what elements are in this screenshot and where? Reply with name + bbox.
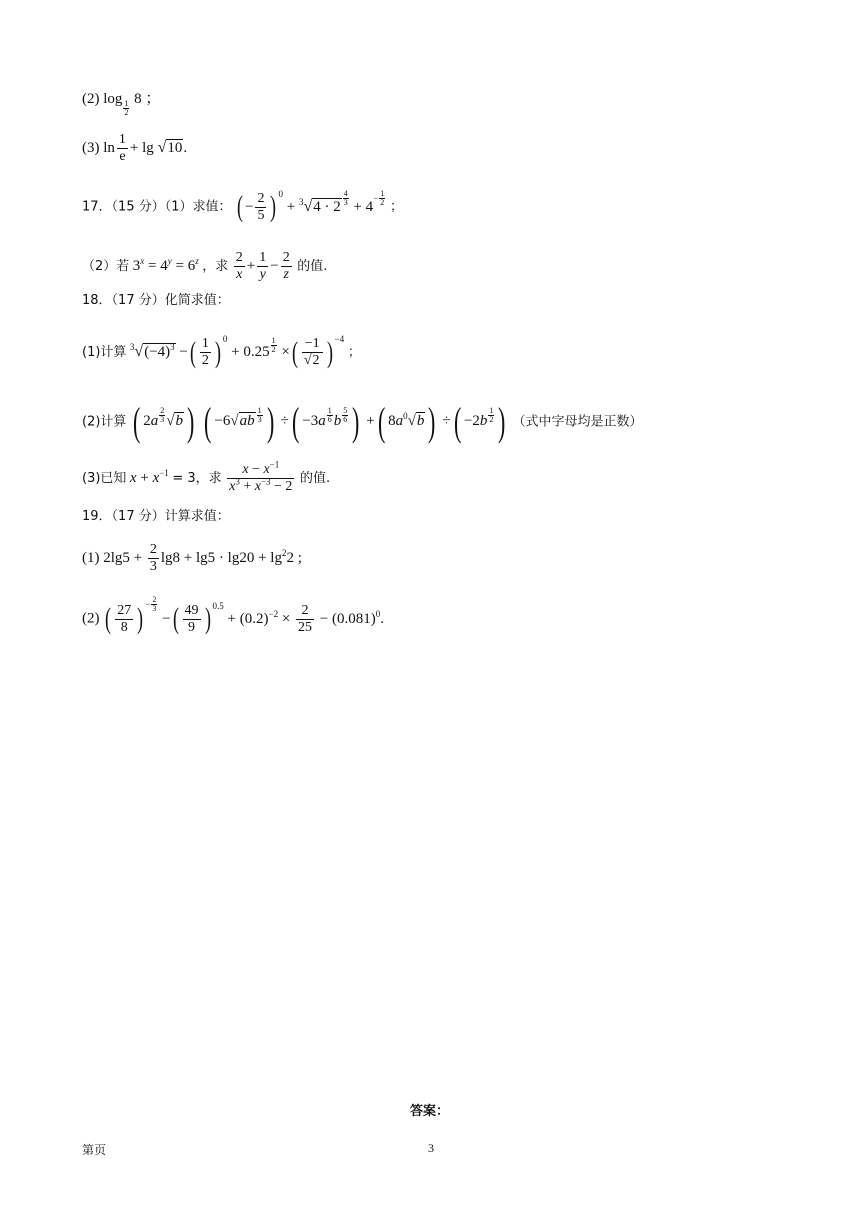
- q18-2-label: (2)计算: [82, 414, 127, 430]
- q16-2-line: [82, 92, 160, 117]
- q17-2-expr: $\frac{2}{x}$ + $\frac{1}{y}$ − $\frac{2}{z}$: [235, 250, 290, 282]
- sqrt-icon: √: [157, 138, 167, 156]
- q17-2-prefix: （2）若: [82, 258, 130, 274]
- q16-3-frac: $\frac{1}{e}$: [118, 132, 126, 164]
- q18-3-label: (3)已知: [82, 470, 127, 486]
- q18-3-tail: 的值.: [299, 470, 331, 486]
- q19-2-line: [82, 596, 384, 636]
- q18-2-line: [82, 399, 643, 444]
- q18-3-condition: $x + x^{-1}$: [129, 467, 169, 486]
- answer-label: 答案：: [410, 1104, 450, 1119]
- footer-page-label: 第页: [82, 1143, 107, 1157]
- q16-2-end: ；: [145, 91, 161, 107]
- q18-1-line: [82, 333, 361, 369]
- q19-1-expr: 2lg5 + $\frac{2}{3}$ $\lg 8 + \lg 5 \cdot \lg 20 + \lg^22$ ;: [103, 542, 302, 574]
- q19-2-label: (2): [82, 610, 100, 627]
- q17-1-end: ；: [390, 199, 404, 215]
- q16-3-end: .: [183, 139, 188, 156]
- footer-page-number: 3: [428, 1141, 434, 1155]
- q17-2-line: [82, 250, 327, 283]
- log-base: $\frac{1}{2}$: [124, 99, 129, 117]
- q19-heading: 19．（17 分）计算求值：: [82, 509, 230, 524]
- q18-3-line: [82, 459, 331, 495]
- q17-2-tail: 的值.: [297, 258, 328, 274]
- q17-1-line: [82, 190, 403, 224]
- q18-2-expr: ( 2a $^{\frac{2}{3}}$ √b) ( −6√ab $^{\frac{1}{3}}$ ) ÷( −3a $^{\frac{1}{6}}$ b $^{\frac{5}{6}}$ ) +( $8a^0√b$) ÷( −2b $^{\frac{1}{2}}$ ): [132, 399, 506, 444]
- log-arg: 8: [134, 91, 142, 107]
- q18-1-end: ；: [347, 344, 361, 360]
- ln-text: ln: [103, 139, 115, 156]
- q16-3-line: [82, 132, 187, 165]
- q19-1-label: (1): [82, 549, 100, 566]
- q17-2-ask: ，求: [202, 258, 229, 274]
- q18-1-expr: $^3√(-4)^3$ −( $\frac{1}{2}$ ) $^0$ + 0.25 $^{\frac{1}{2}}$ ×( $\frac{-1}{√2}$ ) $^{-4}$: [129, 333, 345, 369]
- log-text: log: [103, 91, 123, 107]
- q18-2-note: （式中字母均是正数）: [512, 414, 643, 430]
- q17-1-expr: ( − $\frac{2}{5}$ ) $^0$ + $^3$√4 · 2 $^{\frac{4}{3}}$ + $4^{- \frac{1}{2}}$: [237, 188, 385, 224]
- q18-3-expr: $\frac{x - x^{-1}}{x^3 + x^{-3} - 2}$: [229, 459, 293, 494]
- q18-3-cond: = 3，求: [172, 470, 222, 486]
- q18-1-label: (1)计算: [82, 344, 127, 360]
- q17-2-condition: $3^x = 4^y = 6^z$: [132, 255, 199, 274]
- q16-3-label: (3): [82, 139, 100, 156]
- q19-2-expr: ( $\frac{27}{8}$ ) $^{- \frac{2}{3}}$ −( $\frac{49}{9}$ ) $^{0.5} + (0.2)^{-2}$ × $\frac{2}{25}$ − $(0.081)^0$.: [105, 595, 384, 636]
- q16-2-label: (2): [82, 91, 100, 107]
- q16-3-plus: + lg: [129, 139, 154, 156]
- q17-heading: 17．（15 分）（1）求值：: [82, 199, 232, 215]
- q18-heading: 18．（17 分）化简求值：: [82, 293, 230, 308]
- q16-3-radicand: 10: [167, 139, 183, 156]
- q19-1-line: [82, 542, 302, 575]
